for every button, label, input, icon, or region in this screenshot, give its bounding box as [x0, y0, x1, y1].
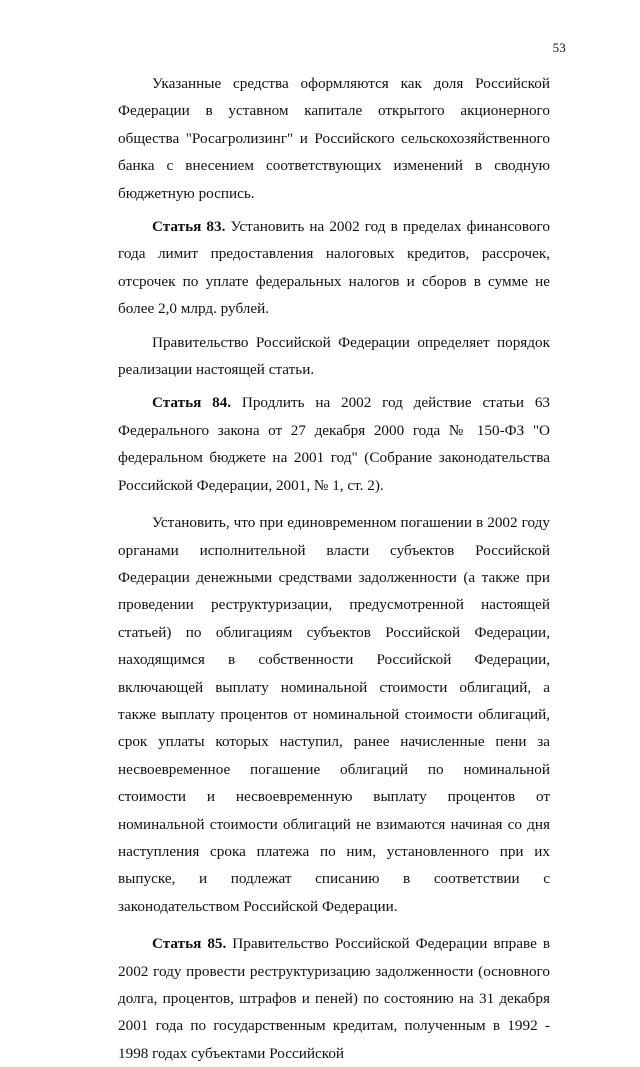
paragraph-text: Установить, что при единовременном погашении в 2002 году органами исполнительной власти субъектов Российской Федерации денежными средствами задолженности (а также при проведении реструктуризации, предусмотренной настоящей статьей) по облигациям субъектов Российской Федерации, находящимся в собственности Российской Федерации, включающей выплату номинальной стоимости облигаций, а также выплату процентов от номинальной стоимости облигаций, срок уплаты которых наступил, ранее начисленные пени за несвоевременное погашение облигаций по номинальной стоимости и несвоевременную выплату процентов от номинальной стоимости облигаций не взимаются начиная со дня наступления срока платежа по ним, установленного при их выпуске, и подлежат списанию в соответствии с законодательством Российской Федерации.	[118, 514, 550, 915]
page-number: 53	[552, 40, 566, 55]
paragraph-article-83	[118, 213, 550, 323]
paragraph-funds-registration	[118, 70, 550, 207]
paragraph-text: Правительство Российской Федерации определяет порядок реализации настоящей статьи.	[118, 333, 550, 379]
paragraph-article-85	[118, 930, 550, 1067]
paragraph-bond-repayment	[118, 509, 550, 920]
paragraph-text: Указанные средства оформляются как доля Российской Федерации в уставном капитале открытого акционерного общества "Росагролизинг" и Российского сельскохозяйственного банка с внесением соответствующих изменений в сводную бюджетную роспись.	[118, 75, 550, 202]
paragraph-article-84	[118, 389, 550, 499]
article-84-text: Продлить на 2002 год действие статьи 63 Федерального закона от 27 декабря 2000 года № 150-ФЗ "О федеральном бюджете на 2001 год" (Собрание законодательства Российской Федерации, 2001, № 1, ст. 2).	[118, 394, 551, 494]
article-85-text: Правительство Российской Федерации вправе в 2002 году провести реструктуризацию задолженности (основного долга, процентов, штрафов и пеней) по состоянию на 31 декабря 2001 года по государственным кредитам, полученным в 1992 - 1998 годах субъектами Российской	[118, 935, 550, 1062]
article-83-text: Установить на 2002 год в пределах финансового года лимит предоставления налоговых кредитов, рассрочек, отсрочек по уплате федеральных налогов и сборов в сумме не более 2,0 млрд. рублей.	[118, 218, 550, 318]
article-83-title: Статья 83.	[152, 218, 226, 236]
document-body	[118, 70, 550, 1067]
article-85-title: Статья 85.	[152, 935, 227, 953]
article-84-title: Статья 84.	[152, 394, 232, 412]
paragraph-government-order	[118, 329, 550, 384]
